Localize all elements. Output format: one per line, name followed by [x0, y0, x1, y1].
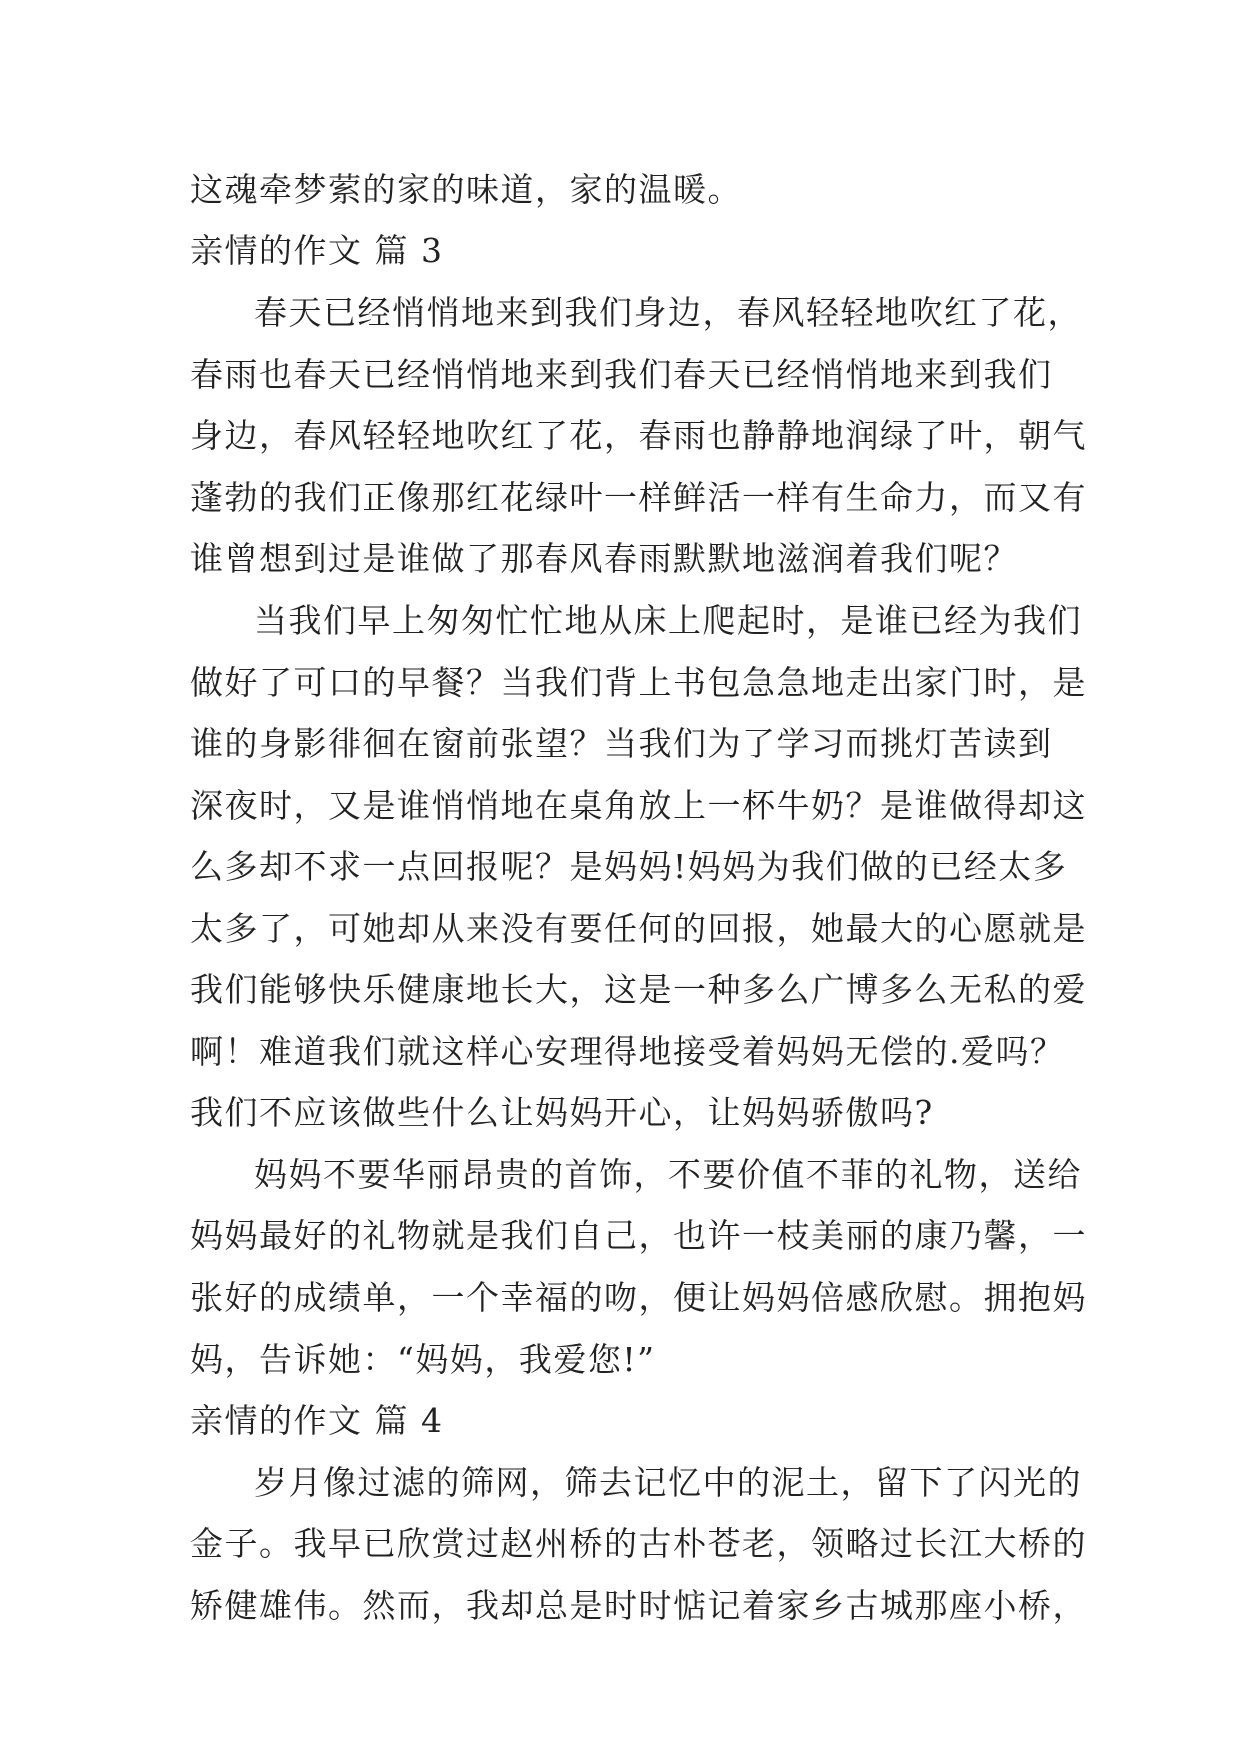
paragraph-first-line: 妈妈不要华丽昂贵的首饰，不要价值不菲的礼物，送给 [254, 1155, 1082, 1194]
body-line: 谁曾想到过是谁做了那春风春雨默默地滋润着我们呢？ [190, 539, 1018, 578]
body-line: 妈，告诉她：“妈妈，我爱您!” [190, 1340, 656, 1379]
body-line: 张好的成绩单，一个幸福的吻，便让妈妈倍感欣慰。拥抱妈 [190, 1278, 1087, 1317]
body-line: 春雨也春天已经悄悄地来到我们春天已经悄悄地来到我们 [190, 355, 1053, 394]
paragraph-first-line: 当我们早上匆匆忙忙地从床上爬起时，是谁已经为我们 [254, 601, 1082, 640]
body-line: 这魂牵梦萦的家的味道，家的温暖。 [190, 170, 742, 209]
section-heading: 亲情的作文 篇 3 [190, 231, 444, 270]
body-line: 做好了可口的早餐？当我们背上书包急急地走出家门时，是 [190, 663, 1087, 702]
body-line: 谁的身影徘徊在窗前张望？当我们为了学习而挑灯苦读到 [190, 724, 1053, 763]
body-line: 矫健雄伟。然而，我却总是时时惦记着家乡古城那座小桥， [190, 1586, 1087, 1625]
paragraph-first-line: 春天已经悄悄地来到我们身边，春风轻轻地吹红了花， [254, 293, 1082, 332]
section-heading: 亲情的作文 篇 4 [190, 1401, 444, 1440]
body-line: 蓬勃的我们正像那红花绿叶一样鲜活一样有生命力，而又有 [190, 478, 1087, 517]
body-line: 太多了，可她却从来没有要任何的回报，她最大的心愿就是 [190, 909, 1087, 948]
body-line: 我们能够快乐健康地长大，这是一种多么广博多么无私的爱 [190, 970, 1087, 1009]
body-line: 我们不应该做些什么让妈妈开心，让妈妈骄傲吗? [190, 1093, 934, 1132]
body-line: 啊！难道我们就这样心安理得地接受着妈妈无偿的.爱吗？ [190, 1032, 1065, 1071]
body-line: 么多却不求一点回报呢？是妈妈!妈妈为我们做的已经太多 [190, 847, 1068, 886]
paragraph-first-line: 岁月像过滤的筛网，筛去记忆中的泥土，留下了闪光的 [254, 1463, 1082, 1502]
body-line: 身边，春风轻轻地吹红了花，春雨也静静地润绿了叶，朝气 [190, 416, 1087, 455]
body-line: 金子。我早已欣赏过赵州桥的古朴苍老，领略过长江大桥的 [190, 1524, 1087, 1563]
body-line: 妈妈最好的礼物就是我们自己，也许一枝美丽的康乃馨，一 [190, 1216, 1087, 1255]
body-line: 深夜时，又是谁悄悄地在桌角放上一杯牛奶？是谁做得却这 [190, 786, 1087, 825]
